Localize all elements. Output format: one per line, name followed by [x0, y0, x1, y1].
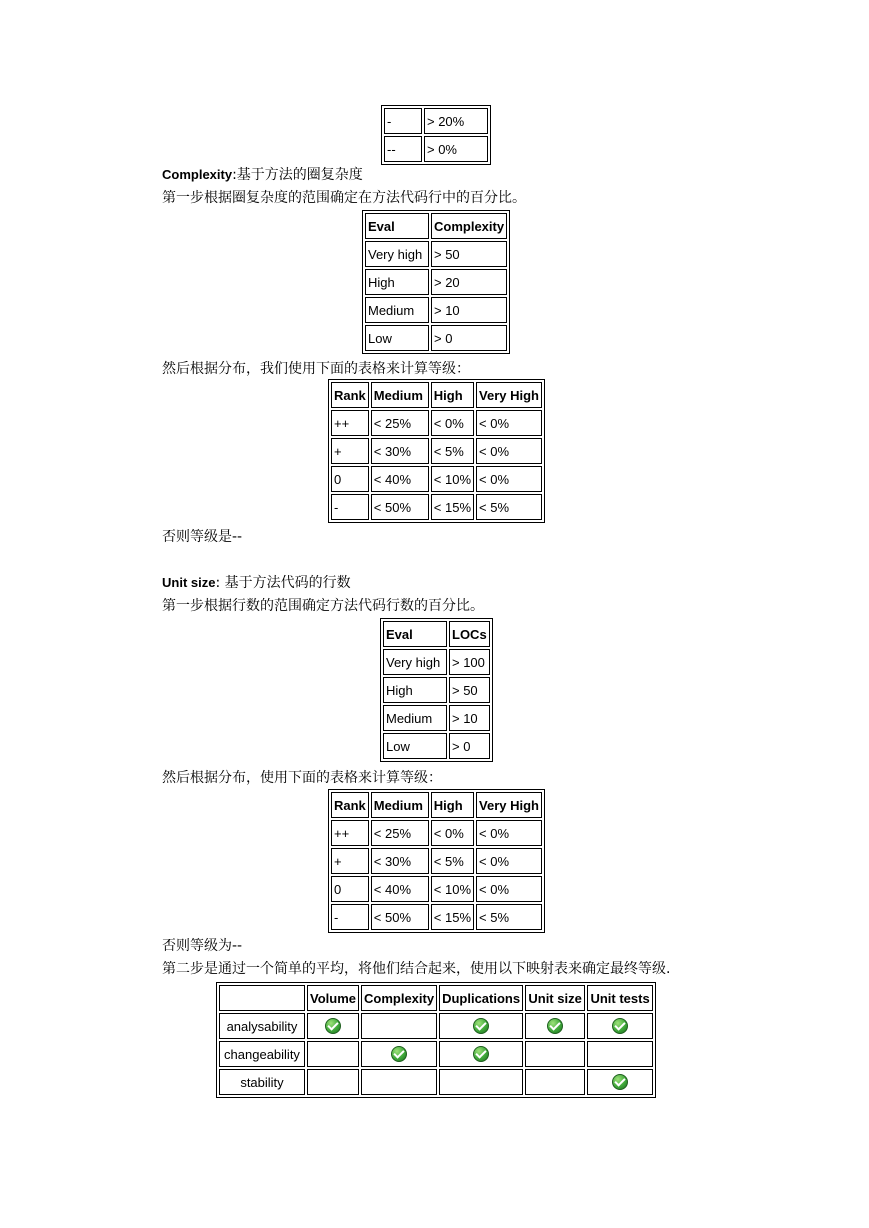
- unit-size-eval-table: [380, 618, 493, 762]
- table-cell: < 10%: [431, 466, 474, 492]
- table-row: [331, 410, 542, 436]
- table-cell: < 15%: [431, 494, 474, 520]
- table-cell: < 0%: [476, 820, 542, 846]
- table-cell: 0: [331, 876, 369, 902]
- table-cell: < 0%: [476, 410, 542, 436]
- table-header-cell: Duplications: [439, 985, 523, 1011]
- characteristic-mapping-table: [216, 982, 656, 1098]
- green-checkmark-icon: [547, 1018, 563, 1034]
- table-row: [365, 297, 507, 323]
- table-header-cell: Unit size: [525, 985, 585, 1011]
- green-checkmark-icon: [473, 1046, 489, 1062]
- table-header-cell: Eval: [383, 621, 447, 647]
- complexity-heading-rest: :基于方法的圈复杂度: [232, 167, 363, 183]
- table-row: [384, 136, 488, 162]
- complexity-heading-bold: Complexity: [162, 167, 233, 182]
- table-row: [365, 269, 507, 295]
- check-cell: [361, 1041, 437, 1067]
- table-cell: > 20%: [424, 108, 488, 134]
- table-cell: Medium: [383, 705, 447, 731]
- complexity-step2: 然后根据分布，我们使用下面的表格来计算等级：: [162, 361, 470, 377]
- unit-size-heading: [162, 574, 351, 592]
- table-cell: < 50%: [371, 904, 429, 930]
- table-cell: < 25%: [371, 820, 429, 846]
- unit-size-rank-table: [328, 789, 545, 933]
- table-cell: < 30%: [371, 438, 429, 464]
- table-cell: > 50: [449, 677, 490, 703]
- table-cell: +: [331, 438, 369, 464]
- check-cell: [439, 1013, 523, 1039]
- table-header-cell: LOCs: [449, 621, 490, 647]
- unit-size-step2: 然后根据分布，使用下面的表格来计算等级：: [162, 770, 442, 786]
- table-header-row: [383, 621, 490, 647]
- row-label: changeability: [219, 1041, 305, 1067]
- check-cell: [307, 1013, 359, 1039]
- table-header-cell: Medium: [371, 382, 429, 408]
- table-header-row: [365, 213, 507, 239]
- table-row: [383, 705, 490, 731]
- table-header-row: [331, 382, 542, 408]
- table-cell: < 0%: [476, 876, 542, 902]
- table-header-cell: Rank: [331, 382, 369, 408]
- table-header-cell: High: [431, 792, 474, 818]
- table-cell: -: [331, 904, 369, 930]
- table-header-cell: Unit tests: [587, 985, 653, 1011]
- check-cell: [307, 1069, 359, 1095]
- row-label: analysability: [219, 1013, 305, 1039]
- table-cell: < 0%: [476, 466, 542, 492]
- table-row: [331, 904, 542, 930]
- table-cell: < 5%: [476, 494, 542, 520]
- table-row: [331, 494, 542, 520]
- table-cell: < 5%: [476, 904, 542, 930]
- table-cell: < 5%: [431, 848, 474, 874]
- table-header-row: [219, 985, 653, 1011]
- green-checkmark-icon: [391, 1046, 407, 1062]
- table-header-cell: Medium: [371, 792, 429, 818]
- table-cell: < 50%: [371, 494, 429, 520]
- green-checkmark-icon: [325, 1018, 341, 1034]
- unit-size-heading-bold: Unit size: [162, 575, 216, 590]
- unit-size-step1: 第一步根据行数的范围确定方法代码行数的百分比。: [162, 598, 484, 614]
- table-row: [365, 241, 507, 267]
- table-row: [331, 438, 542, 464]
- table-cell: +: [331, 848, 369, 874]
- table-header-row: [331, 792, 542, 818]
- row-label: stability: [219, 1069, 305, 1095]
- table-cell: < 40%: [371, 466, 429, 492]
- table-cell: 0: [331, 466, 369, 492]
- check-cell: [307, 1041, 359, 1067]
- duplication-rank-table-tail: [381, 105, 491, 165]
- table-cell: Very high: [383, 649, 447, 675]
- check-cell: [587, 1041, 653, 1067]
- table-cell: < 15%: [431, 904, 474, 930]
- check-cell: [525, 1041, 585, 1067]
- table-header-cell: High: [431, 382, 474, 408]
- table-cell: --: [384, 136, 422, 162]
- table-cell: < 10%: [431, 876, 474, 902]
- check-cell: [525, 1069, 585, 1095]
- table-cell: > 20: [431, 269, 507, 295]
- table-cell: > 10: [431, 297, 507, 323]
- table-cell: > 0%: [424, 136, 488, 162]
- table-header-cell: Volume: [307, 985, 359, 1011]
- table-row: [331, 820, 542, 846]
- table-cell: ++: [331, 820, 369, 846]
- table-cell: Medium: [365, 297, 429, 323]
- check-cell: [525, 1013, 585, 1039]
- final-step-text: 第二步是通过一个简单的平均，将他们结合起来，使用以下映射表来确定最终等级.: [162, 961, 671, 977]
- table-cell: > 100: [449, 649, 490, 675]
- complexity-heading: [162, 166, 363, 184]
- table-row: [219, 1013, 653, 1039]
- table-cell: < 0%: [431, 820, 474, 846]
- table-row: [219, 1069, 653, 1095]
- table-cell: -: [384, 108, 422, 134]
- complexity-step1: 第一步根据圈复杂度的范围确定在方法代码行中的百分比。: [162, 190, 526, 206]
- table-cell: > 50: [431, 241, 507, 267]
- table-header-cell: [219, 985, 305, 1011]
- check-cell: [587, 1013, 653, 1039]
- table-row: [383, 649, 490, 675]
- check-cell: [361, 1069, 437, 1095]
- table-cell: Very high: [365, 241, 429, 267]
- complexity-eval-table: [362, 210, 510, 354]
- table-cell: > 10: [449, 705, 490, 731]
- table-cell: < 30%: [371, 848, 429, 874]
- green-checkmark-icon: [473, 1018, 489, 1034]
- table-cell: > 0: [431, 325, 507, 351]
- table-cell: < 0%: [476, 438, 542, 464]
- table-row: [219, 1041, 653, 1067]
- table-header-cell: Very High: [476, 382, 542, 408]
- table-row: [331, 466, 542, 492]
- check-cell: [587, 1069, 653, 1095]
- check-cell: [439, 1069, 523, 1095]
- table-header-cell: Eval: [365, 213, 429, 239]
- check-cell: [361, 1013, 437, 1039]
- table-header-cell: Complexity: [431, 213, 507, 239]
- table-cell: < 0%: [431, 410, 474, 436]
- table-row: [331, 848, 542, 874]
- table-row: [384, 108, 488, 134]
- table-cell: Low: [365, 325, 429, 351]
- check-cell: [439, 1041, 523, 1067]
- table-cell: ++: [331, 410, 369, 436]
- table-row: [365, 325, 507, 351]
- complexity-otherwise: 否则等级是--: [162, 529, 243, 545]
- complexity-rank-table: [328, 379, 545, 523]
- table-cell: -: [331, 494, 369, 520]
- table-cell: < 0%: [476, 848, 542, 874]
- table-cell: < 5%: [431, 438, 474, 464]
- table-cell: High: [383, 677, 447, 703]
- table-header-cell: Very High: [476, 792, 542, 818]
- table-cell: Low: [383, 733, 447, 759]
- unit-size-otherwise: 否则等级为--: [162, 938, 243, 954]
- table-row: [383, 733, 490, 759]
- table-row: [331, 876, 542, 902]
- green-checkmark-icon: [612, 1018, 628, 1034]
- table-cell: < 40%: [371, 876, 429, 902]
- table-cell: < 25%: [371, 410, 429, 436]
- table-row: [383, 677, 490, 703]
- table-header-cell: Rank: [331, 792, 369, 818]
- table-cell: > 0: [449, 733, 490, 759]
- table-cell: High: [365, 269, 429, 295]
- green-checkmark-icon: [612, 1074, 628, 1090]
- unit-size-heading-rest: : 基于方法代码的行数: [215, 575, 351, 591]
- table-header-cell: Complexity: [361, 985, 437, 1011]
